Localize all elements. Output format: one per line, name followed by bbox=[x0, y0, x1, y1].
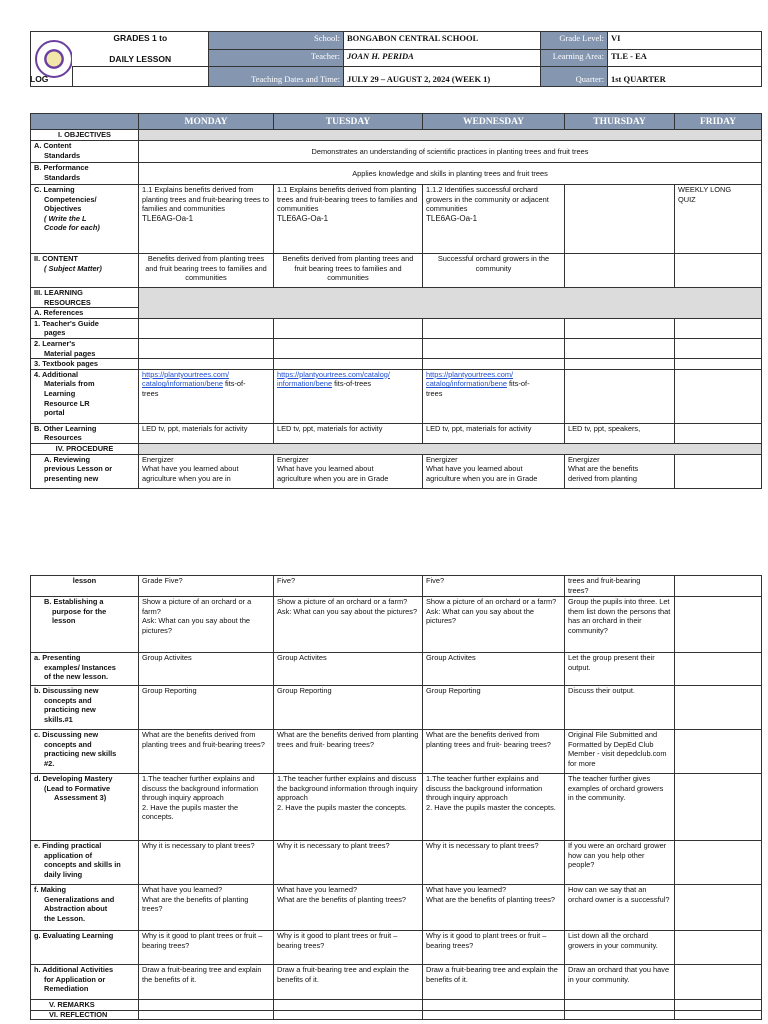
cell-line: 1.The teacher further explains and discuss the background information through inquiry approach bbox=[426, 774, 543, 803]
tg-thursday bbox=[565, 318, 675, 338]
evaluating-thursday: List down all the orchard growers in your community. bbox=[565, 931, 675, 965]
label-line: of the new lesson. bbox=[44, 672, 109, 682]
label-line: the Lesson. bbox=[44, 913, 86, 923]
cell-line: 1.The teacher further explains and discuss the background information through inquiry approach bbox=[277, 774, 418, 803]
other-tuesday: LED tv, ppt, materials for activity bbox=[274, 423, 423, 443]
reviewing-label-cont: lesson bbox=[31, 576, 139, 597]
competency-code: TLE6AG-Oa-1 bbox=[426, 213, 478, 223]
label-line: d. Developing Mastery bbox=[34, 774, 113, 783]
cell-line: What have you learned? bbox=[142, 885, 223, 894]
tg-tuesday bbox=[274, 318, 423, 338]
finding-friday bbox=[675, 841, 762, 885]
generalizations-label bbox=[31, 885, 139, 931]
competency-text: 1.1 Explains benefits derived from planting trees and fruit-bearing trees to families and communities bbox=[277, 185, 418, 214]
content-label bbox=[31, 254, 139, 288]
additional-materials-label bbox=[31, 369, 139, 423]
link-suffix: fits-of-trees bbox=[332, 379, 372, 389]
evaluating-monday: Why is it good to plant trees or fruit –bearing trees? bbox=[139, 931, 274, 965]
link-suffix: fits-of- bbox=[506, 379, 530, 389]
label-line: previous Lesson or bbox=[44, 464, 113, 474]
resource-link[interactable]: https://plantyourtrees.com/ bbox=[142, 369, 230, 379]
evaluating-label: g. Evaluating Learning bbox=[31, 931, 139, 965]
remarks-label: V. REMARKS bbox=[31, 1000, 139, 1011]
other-resources-label bbox=[31, 423, 139, 443]
materials-wednesday bbox=[423, 369, 565, 423]
reflection-friday bbox=[675, 1011, 762, 1020]
competency-tuesday bbox=[274, 185, 423, 254]
tg-wednesday bbox=[423, 318, 565, 338]
label-line: portal bbox=[44, 408, 65, 418]
purpose-tuesday bbox=[274, 597, 423, 653]
label-line: practicing new skills bbox=[44, 749, 117, 759]
cell-line: Ask: What can you say about the pictures? bbox=[142, 616, 251, 635]
discussing2-thursday: Original File Submitted and Formatted by DepEd Club Member - visit depedclub.com for more bbox=[565, 730, 675, 774]
lm-monday bbox=[139, 338, 274, 358]
label-line: ( Subject Matter) bbox=[44, 263, 102, 273]
discussing2-label bbox=[31, 730, 139, 774]
dll-table-page1 bbox=[30, 113, 762, 489]
competency-code: TLE6AG-Oa-1 bbox=[142, 213, 194, 223]
discussing1-friday bbox=[675, 686, 762, 730]
label-line: application of bbox=[44, 850, 93, 860]
discussing2-friday bbox=[675, 730, 762, 774]
grade-level-label: Grade Level: bbox=[541, 32, 608, 50]
dll-header bbox=[30, 31, 762, 87]
reflection-label: VI. REFLECTION bbox=[31, 1011, 139, 1020]
dates-value: JULY 29 – AUGUST 2, 2024 (WEEK 1) bbox=[344, 67, 541, 87]
label-line: Generalizations and bbox=[44, 894, 115, 904]
discussing1-thursday: Discuss their output. bbox=[565, 686, 675, 730]
content-friday bbox=[675, 254, 762, 288]
cell-line: 1.The teacher further explains and discuss the background information through inquiry approach bbox=[142, 774, 259, 803]
finding-wednesday: Why it is necessary to plant trees? bbox=[423, 841, 565, 885]
content-tuesday: Benefits derived from planting trees and fruit bearing trees to families and communities bbox=[274, 254, 423, 288]
remarks-wednesday bbox=[423, 1000, 565, 1011]
finding-thursday: If you were an orchard grower how can you help other people? bbox=[565, 841, 675, 885]
label-line: Standards bbox=[44, 172, 81, 182]
developing-mastery-label bbox=[31, 774, 139, 841]
dll-table-page2 bbox=[30, 575, 762, 1020]
label-line: presenting new bbox=[44, 473, 99, 483]
additional-friday bbox=[675, 965, 762, 1000]
label-line: 1. Teacher's Guide bbox=[34, 318, 99, 328]
review-thursday bbox=[565, 454, 675, 488]
cell-line: trees? bbox=[568, 585, 589, 595]
label-line: Resources bbox=[44, 433, 82, 443]
additional-wednesday: Draw a fruit-bearing tree and explain the benefits of it. bbox=[423, 965, 565, 1000]
purpose-monday bbox=[139, 597, 274, 653]
generalization-thursday: How can we say that an orchard owner is a successful? bbox=[565, 885, 675, 931]
label-line: Ccode for each) bbox=[44, 223, 100, 233]
day-header-tuesday: TUESDAY bbox=[274, 114, 423, 130]
label-line: h. Additional Activities bbox=[34, 965, 114, 974]
procedure-label: IV. PROCEDURE bbox=[31, 443, 139, 454]
competency-text: 1.1.2 Identifies successful orchard growers in the community or adjacent communities bbox=[426, 185, 549, 214]
label-line: III. LEARNING bbox=[34, 288, 83, 297]
label-line: skills.#1 bbox=[44, 714, 73, 724]
quarter-label: Quarter: bbox=[541, 67, 608, 87]
other-wednesday: LED tv, ppt, materials for activity bbox=[423, 423, 565, 443]
resource-link[interactable]: catalog/information/bene bbox=[142, 379, 223, 389]
references-label: A. References bbox=[31, 308, 139, 319]
materials-monday bbox=[139, 369, 274, 423]
learners-material-label bbox=[31, 338, 139, 358]
performance-standards-label bbox=[31, 163, 139, 185]
title-line2: DAILY LESSON bbox=[109, 54, 172, 64]
learning-resources-label bbox=[31, 288, 139, 308]
cell-line: What have you learned? bbox=[277, 885, 358, 894]
learning-area-value: TLE - EA bbox=[608, 49, 762, 67]
label-line: Learning bbox=[44, 388, 76, 398]
purpose-wednesday bbox=[423, 597, 565, 653]
cell-line: Energizer bbox=[568, 454, 600, 464]
label-line: purpose for the bbox=[52, 606, 107, 616]
reflection-wednesday bbox=[423, 1011, 565, 1020]
purpose-friday bbox=[675, 597, 762, 653]
evaluating-wednesday: Why is it good to plant trees or fruit –bearing trees? bbox=[423, 931, 565, 965]
label-line: examples/ Instances bbox=[44, 662, 116, 672]
cell-line: What have you learned about bbox=[277, 464, 374, 474]
label-line: B. Performance bbox=[34, 163, 89, 172]
content-standard-value: Demonstrates an understanding of scientific practices in planting trees and fruit trees bbox=[139, 141, 762, 163]
label-line: A. Reviewing bbox=[44, 454, 90, 464]
cell-line: What are the benefits of planting trees? bbox=[277, 894, 407, 904]
cell-line: What have you learned about bbox=[426, 464, 523, 474]
day-header-monday: MONDAY bbox=[139, 114, 274, 130]
remarks-tuesday bbox=[274, 1000, 423, 1011]
materials-friday bbox=[675, 369, 762, 423]
link-suffix: fits-of- bbox=[222, 379, 246, 389]
label-line: Objectives bbox=[44, 204, 82, 214]
resource-link[interactable]: information/bene bbox=[277, 379, 333, 389]
lm-tuesday bbox=[274, 338, 423, 358]
tg-monday bbox=[139, 318, 274, 338]
review-tuesday bbox=[274, 454, 423, 488]
cell-line: Ask: What can you say about the pictures? bbox=[277, 606, 418, 616]
cell-line: Energizer bbox=[426, 454, 458, 464]
review-wednesday-cont: Five? bbox=[423, 576, 565, 597]
finding-tuesday: Why it is necessary to plant trees? bbox=[274, 841, 423, 885]
lm-friday bbox=[675, 338, 762, 358]
presenting-tuesday: Group Activites bbox=[274, 653, 423, 686]
title-cell bbox=[73, 32, 209, 67]
resource-link[interactable]: https://plantyourtrees.com/ bbox=[426, 369, 514, 379]
label-line: RESOURCES bbox=[44, 297, 91, 307]
teacher-value: JOAN H. PERIDA bbox=[344, 49, 541, 67]
presenting-wednesday: Group Activites bbox=[423, 653, 565, 686]
textbook-label: 3. Textbook pages bbox=[31, 359, 139, 370]
label-line: e. Finding practical bbox=[34, 841, 102, 850]
cell-line: Show a picture of an orchard or a farm? bbox=[142, 597, 252, 616]
presenting-label bbox=[31, 653, 139, 686]
label-line: daily living bbox=[44, 869, 83, 879]
label-line: Materials from bbox=[44, 379, 95, 389]
discussing1-label bbox=[31, 686, 139, 730]
reflection-thursday bbox=[565, 1011, 675, 1020]
competencies-label bbox=[31, 185, 139, 254]
reviewing-label bbox=[31, 454, 139, 488]
label-line: B. Establishing a bbox=[44, 597, 104, 606]
label-line: concepts and bbox=[44, 695, 92, 705]
friday-quiz-line2: QUIZ bbox=[678, 194, 696, 204]
cell-line: agriculture when you are in Grade bbox=[277, 473, 389, 483]
label-line: II. CONTENT bbox=[34, 254, 78, 263]
review-friday-cont bbox=[675, 576, 762, 597]
grade-level-value: VI bbox=[608, 32, 762, 50]
discussing2-tuesday: What are the benefits derived from planting trees and fruit- bearing trees? bbox=[274, 730, 423, 774]
generalization-wednesday bbox=[423, 885, 565, 931]
establishing-purpose-label bbox=[31, 597, 139, 653]
school-label: School: bbox=[209, 32, 344, 50]
evaluating-friday bbox=[675, 931, 762, 965]
finding-monday: Why it is necessary to plant trees? bbox=[139, 841, 274, 885]
teachers-guide-label bbox=[31, 318, 139, 338]
label-line: #2. bbox=[44, 758, 55, 768]
tb-wednesday bbox=[423, 359, 565, 370]
cell-line: What are the benefits bbox=[568, 464, 639, 474]
label-line: concepts and skills in bbox=[44, 860, 121, 870]
procedure-cell bbox=[139, 443, 762, 454]
competency-friday bbox=[675, 185, 762, 254]
label-line: a. Presenting bbox=[34, 653, 81, 662]
teacher-label: Teacher: bbox=[209, 49, 344, 67]
presenting-monday: Group Activites bbox=[139, 653, 274, 686]
remarks-friday bbox=[675, 1000, 762, 1011]
label-line: Remediation bbox=[44, 984, 89, 994]
label-line: (Lead to Formative bbox=[44, 783, 111, 793]
resource-link[interactable]: https://plantyourtrees.com/catalog/ bbox=[277, 369, 390, 379]
developing-friday bbox=[675, 774, 762, 841]
cell-line: Show a picture of an orchard or a farm? bbox=[426, 597, 557, 606]
corner-cell bbox=[31, 114, 139, 130]
tb-monday bbox=[139, 359, 274, 370]
tb-tuesday bbox=[274, 359, 423, 370]
label-line: Material pages bbox=[44, 348, 96, 358]
discussing1-monday: Group Reporting bbox=[139, 686, 274, 730]
cell-line: Energizer bbox=[277, 454, 309, 464]
resource-link[interactable]: catalog/information/bene bbox=[426, 379, 507, 389]
label-line: Resource LR bbox=[44, 398, 90, 408]
presenting-friday bbox=[675, 653, 762, 686]
cell-line: 2. Have the pupils master the concepts. bbox=[142, 802, 239, 822]
label-line: Standards bbox=[44, 150, 81, 160]
label-line: b. Discussing new bbox=[34, 686, 99, 695]
discussing2-wednesday: What are the benefits derived from planting trees and fruit- bearing trees? bbox=[423, 730, 565, 774]
discussing1-tuesday: Group Reporting bbox=[274, 686, 423, 730]
label-line: Abstraction about bbox=[44, 904, 108, 914]
developing-monday bbox=[139, 774, 274, 841]
purpose-thursday: Group the pupils into three. Let them list down the persons that has an orchard in their community? bbox=[565, 597, 675, 653]
competency-text: 1.1 Explains benefits derived from planting trees and fruit-bearing trees to families and communities bbox=[142, 185, 269, 214]
tb-friday bbox=[675, 359, 762, 370]
day-header-thursday: THURSDAY bbox=[565, 114, 675, 130]
label-line: B. Other Learning bbox=[34, 423, 97, 433]
title-line1: GRADES 1 to bbox=[113, 33, 168, 43]
day-header-friday: FRIDAY bbox=[675, 114, 762, 130]
cell-line: Energizer bbox=[142, 454, 174, 464]
other-thursday: LED tv, ppt, speakers, bbox=[565, 423, 675, 443]
content-monday: Benefits derived from planting trees and fruit bearing trees to families and communities bbox=[139, 254, 274, 288]
reflection-tuesday bbox=[274, 1011, 423, 1020]
label-line: Competencies/ bbox=[44, 194, 97, 204]
competency-wednesday bbox=[423, 185, 565, 254]
cell-line: What have you learned? bbox=[426, 885, 507, 894]
tg-friday bbox=[675, 318, 762, 338]
cell-line: What have you learned about bbox=[142, 464, 239, 474]
label-line: A. Content bbox=[34, 141, 72, 150]
presenting-thursday: Let the group present their output. bbox=[565, 653, 675, 686]
label-line: f. Making bbox=[34, 885, 67, 894]
objectives-cell bbox=[139, 130, 762, 141]
generalization-monday bbox=[139, 885, 274, 931]
cell-line: agriculture when you are in bbox=[142, 473, 231, 483]
label-line: C. Learning bbox=[34, 185, 75, 194]
label-line: for Application or bbox=[44, 974, 106, 984]
friday-quiz-line1: WEEKLY LONG bbox=[678, 185, 732, 194]
label-line: practicing new bbox=[44, 705, 96, 715]
competency-monday bbox=[139, 185, 274, 254]
cell-line: Show a picture of an orchard or a farm? bbox=[277, 597, 408, 606]
label-line: Assessment 3) bbox=[54, 793, 107, 803]
review-monday bbox=[139, 454, 274, 488]
school-value: BONGABON CENTRAL SCHOOL bbox=[344, 32, 541, 50]
content-thursday bbox=[565, 254, 675, 288]
cell-line: What are the benefits of planting trees? bbox=[426, 894, 556, 904]
generalization-friday bbox=[675, 885, 762, 931]
review-friday bbox=[675, 454, 762, 488]
label-line: concepts and bbox=[44, 739, 92, 749]
materials-thursday bbox=[565, 369, 675, 423]
competency-code: TLE6AG-Oa-1 bbox=[277, 213, 329, 223]
evaluating-tuesday: Why is it good to plant trees or fruit –bearing trees? bbox=[274, 931, 423, 965]
link-suffix: trees bbox=[142, 388, 159, 398]
learning-area-label: Learning Area: bbox=[541, 49, 608, 67]
label-line: 4. Additional bbox=[34, 369, 79, 379]
cell-line: What are the benefits of planting trees? bbox=[142, 894, 249, 914]
developing-thursday: The teacher further gives examples of orchard growers in the community. bbox=[565, 774, 675, 841]
tb-thursday bbox=[565, 359, 675, 370]
generalization-tuesday bbox=[274, 885, 423, 931]
objectives-label: I. OBJECTIVES bbox=[31, 130, 139, 141]
cell-line: 2. Have the pupils master the concepts. bbox=[277, 802, 407, 812]
other-monday: LED tv, ppt, materials for activity bbox=[139, 423, 274, 443]
remarks-thursday bbox=[565, 1000, 675, 1011]
lm-thursday bbox=[565, 338, 675, 358]
developing-tuesday bbox=[274, 774, 423, 841]
additional-tuesday: Draw a fruit-bearing tree and explain the benefits of it. bbox=[274, 965, 423, 1000]
developing-wednesday bbox=[423, 774, 565, 841]
label-line: lesson bbox=[52, 616, 76, 626]
label-line: ( Write the L bbox=[44, 213, 87, 223]
lm-wednesday bbox=[423, 338, 565, 358]
link-suffix: trees bbox=[426, 388, 443, 398]
review-monday-cont: Grade Five? bbox=[139, 576, 274, 597]
reflection-monday bbox=[139, 1011, 274, 1020]
discussing2-monday: What are the benefits derived from planting trees and fruit-bearing trees? bbox=[139, 730, 274, 774]
quarter-value: 1st QUARTER bbox=[608, 67, 762, 87]
additional-activities-label bbox=[31, 965, 139, 1000]
dates-label: Teaching Dates and Time: bbox=[209, 67, 344, 87]
learning-resources-cell bbox=[139, 288, 762, 319]
additional-monday: Draw a fruit-bearing tree and explain the benefits of it. bbox=[139, 965, 274, 1000]
day-header-wednesday: WEDNESDAY bbox=[423, 114, 565, 130]
content-wednesday: Successful orchard growers in the community bbox=[423, 254, 565, 288]
materials-tuesday bbox=[274, 369, 423, 423]
cell-line: 2. Have the pupils master the concepts. bbox=[426, 802, 556, 812]
review-wednesday bbox=[423, 454, 565, 488]
finding-practical-label bbox=[31, 841, 139, 885]
title-line3: LOG bbox=[27, 67, 163, 87]
cell-line: trees and fruit-bearing bbox=[568, 576, 641, 585]
label-line: 2. Learner's bbox=[34, 338, 76, 348]
other-friday bbox=[675, 423, 762, 443]
remarks-monday bbox=[139, 1000, 274, 1011]
discussing1-wednesday: Group Reporting bbox=[423, 686, 565, 730]
review-tuesday-cont: Five? bbox=[274, 576, 423, 597]
cell-line: agriculture when you are in Grade bbox=[426, 473, 538, 483]
cell-line: Ask: What can you say about the pictures? bbox=[426, 606, 535, 626]
content-standards-label bbox=[31, 141, 139, 163]
competency-thursday bbox=[565, 185, 675, 254]
additional-thursday: Draw an orchard that you have in your community. bbox=[565, 965, 675, 1000]
review-thursday-cont bbox=[565, 576, 675, 597]
label-line: c. Discussing new bbox=[34, 730, 99, 739]
performance-standard-value: Applies knowledge and skills in planting trees and fruit trees bbox=[139, 163, 762, 185]
cell-line: derived from planting bbox=[568, 473, 638, 483]
label-line: pages bbox=[44, 328, 66, 338]
